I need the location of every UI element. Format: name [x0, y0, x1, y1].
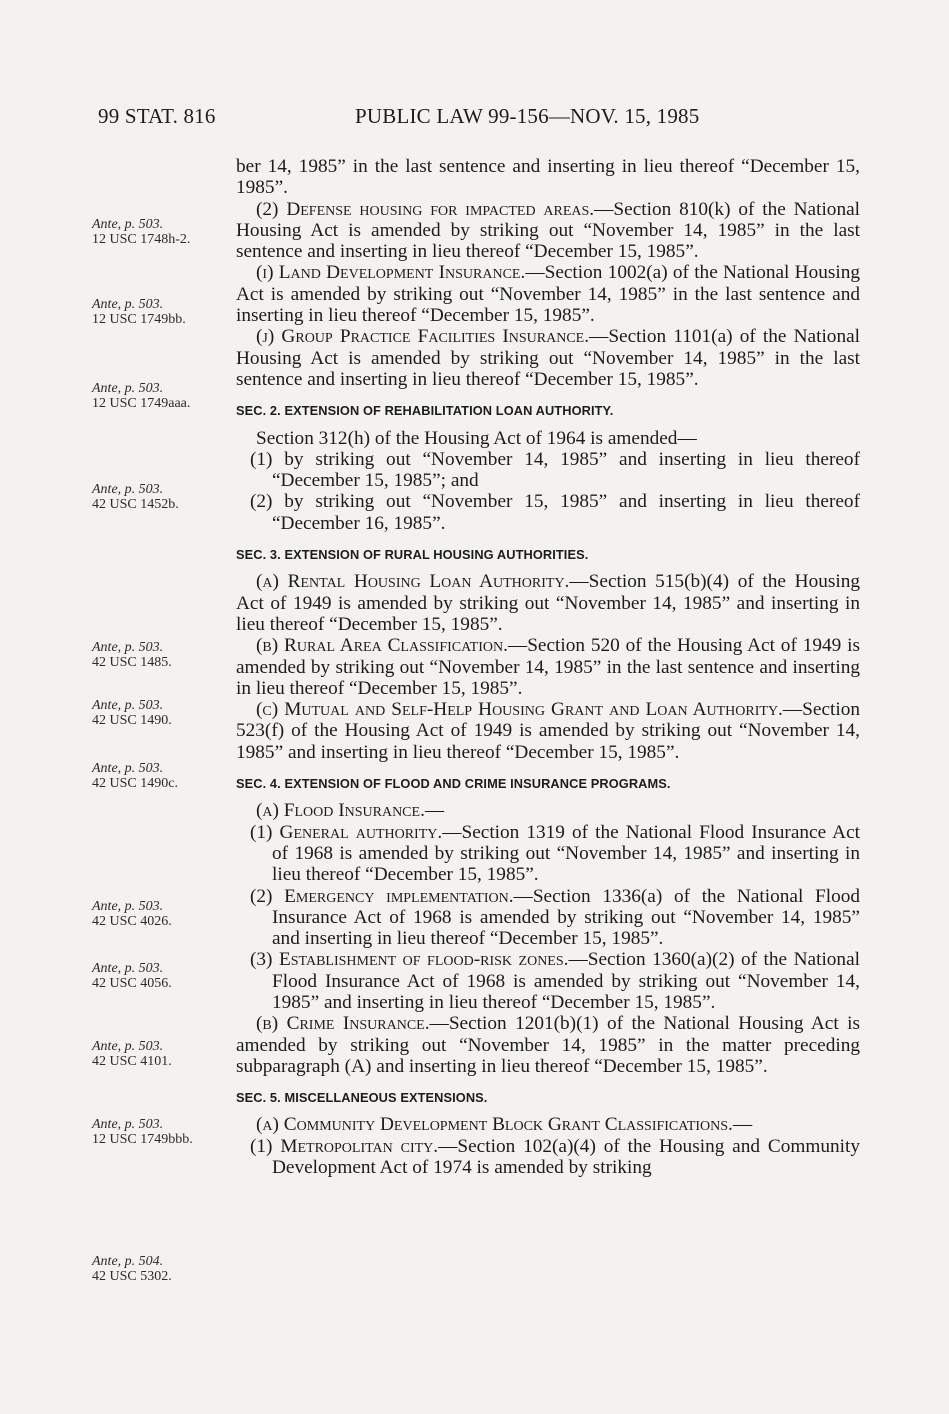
paragraph: (1) General authority.—Section 1319 of the National Flood Insurance Act of 1968 is amended by striking out “November 14, 1985” and inserting in lieu thereof “December 15, 1985”.: [250, 821, 860, 886]
paragraph: (a) Community Development Block Grant Classifications.—: [256, 1114, 753, 1136]
paragraph: (1) Metropolitan city.—Section 102(a)(4) of the Housing and Community Development Act of 1974 is amended by striking: [250, 1135, 860, 1179]
paragraph: (3) Establishment of flood-risk zones.—Section 1360(a)(2) of the National Flood Insurance Act of 1968 is amended by striking out “November 14, 1985” and inserting in lieu thereof “December 15, 1985”.: [250, 949, 860, 1013]
section-heading: SEC. 2. EXTENSION OF REHABILITATION LOAN AUTHORITY.: [236, 403, 614, 419]
margin-note: Ante, p. 503. 12 USC 1749bb.: [92, 297, 186, 327]
margin-note: Ante, p. 503. 12 USC 1749aaa.: [92, 381, 191, 411]
paragraph: Section 312(h) of the Housing Act of 1964 is amended—: [256, 427, 697, 449]
margin-note: Ante, p. 504. 42 USC 5302.: [92, 1254, 172, 1284]
paragraph: (b) Rural Area Classification.—Section 520 of the Housing Act of 1949 is amended by striking out “November 14, 1985” in the last sentence and inserting in lieu thereof “December 15, 1985”.: [236, 635, 860, 699]
paragraph: (2) Emergency implementation.—Section 1336(a) of the National Flood Insurance Act of 1968 is amended by striking out “November 14, 1985” and inserting in lieu thereof “December 15, 1985”.: [250, 885, 860, 950]
margin-note: Ante, p. 503. 12 USC 1749bbb.: [92, 1117, 193, 1147]
paragraph: (2) Defense housing for impacted areas.—Section 810(k) of the National Housing Act is amended by striking out “November 14, 1985” in the last sentence and inserting in lieu thereof “December 15, 1985”.: [236, 198, 860, 263]
paragraph: (1) by striking out “November 14, 1985” and inserting in lieu thereof “December 15, 1985”; and: [250, 448, 860, 492]
margin-note: Ante, p. 503. 42 USC 1452b.: [92, 482, 179, 512]
margin-note: Ante, p. 503. 42 USC 1490c.: [92, 761, 178, 791]
paragraph: (a) Flood Insurance.—: [256, 800, 445, 822]
margin-note: Ante, p. 503. 42 USC 1485.: [92, 640, 172, 670]
margin-note: Ante, p. 503. 12 USC 1748h-2.: [92, 217, 191, 247]
running-title: PUBLIC LAW 99-156—NOV. 15, 1985: [355, 104, 700, 128]
paragraph: (2) by striking out “November 15, 1985” and inserting in lieu thereof “December 16, 1985”.: [250, 491, 860, 534]
paragraph: (b) Crime Insurance.—Section 1201(b)(1) of the National Housing Act is amended by striking out “November 14, 1985” in the matter preceding subparagraph (A) and inserting in lieu thereof “December 15, 1985”.: [236, 1013, 860, 1077]
paragraph: (c) Mutual and Self-Help Housing Grant and Loan Authority.—Section 523(f) of the Housing Act of 1949 is amended by striking out “November 14, 1985” and inserting in lieu thereof “December 15, 1985”.: [236, 699, 860, 763]
margin-note: Ante, p. 503. 42 USC 4056.: [92, 961, 172, 991]
margin-note: Ante, p. 503. 42 USC 1490.: [92, 698, 172, 728]
statute-text: [236, 156, 860, 1178]
margin-note: Ante, p. 503. 42 USC 4026.: [92, 899, 172, 929]
margin-note: Ante, p. 503. 42 USC 4101.: [92, 1039, 172, 1069]
section-heading: SEC. 5. MISCELLANEOUS EXTENSIONS.: [236, 1090, 488, 1106]
section-heading: SEC. 4. EXTENSION OF FLOOD AND CRIME INSURANCE PROGRAMS.: [236, 776, 671, 792]
paragraph: (a) Rental Housing Loan Authority.—Section 515(b)(4) of the Housing Act of 1949 is amended by striking out “November 14, 1985” and inserting in lieu thereof “December 15, 1985”.: [236, 571, 860, 635]
paragraph: (j) Group Practice Facilities Insurance.—Section 1101(a) of the National Housing Act is amended by striking out “November 14, 1985” in the last sentence and inserting in lieu thereof “December 15, 1985”.: [236, 326, 860, 390]
paragraph: ber 14, 1985” in the last sentence and inserting in lieu thereof “December 15, 1985”.: [236, 156, 860, 199]
paragraph: (i) Land Development Insurance.—Section 1002(a) of the National Housing Act is amended by striking out “November 14, 1985” in the last sentence and inserting in lieu thereof “December 15, 1985”.: [236, 262, 860, 327]
stat-page-number: 99 STAT. 816: [98, 104, 216, 128]
section-heading: SEC. 3. EXTENSION OF RURAL HOUSING AUTHORITIES.: [236, 547, 589, 563]
